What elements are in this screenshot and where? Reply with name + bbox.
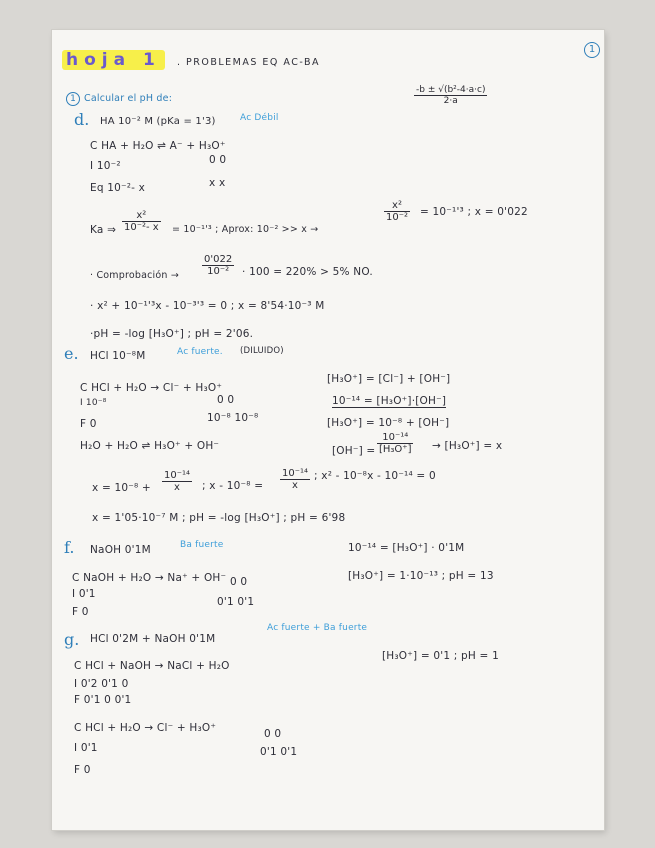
problem-statement: Calcular el pH de: [84,93,173,104]
part-g-r2-row-i-values: 0 0 [264,728,282,740]
ka-label: Ka ⇒ [90,224,117,236]
part-g-tag: Ac fuerte + Ba fuerte [267,623,368,633]
part-f-calc-1: 10⁻¹⁴ = [H₃O⁺] · 0'1M [348,542,465,554]
part-f-row-i: I 0'1 [72,588,96,600]
part-e-letter: e. [64,344,79,363]
part-g-header: HCl 0'2M + NaOH 0'1M [90,633,216,645]
page-subtitle: . PROBLEMAS EQ AC-BA [177,57,320,68]
charge-balance: [H₃O⁺] = [Cl⁻] + [OH⁻] [327,373,451,385]
part-d-row-eq: Eq 10⁻²- x [90,182,146,194]
part-d-ph: ·pH = -log [H₃O⁺] ; pH = 2'06. [90,328,254,340]
ka-approx-result: = 10⁻¹'³ ; x = 0'022 [420,206,528,218]
part-f-calc-2: [H₃O⁺] = 1·10⁻¹³ ; pH = 13 [348,570,494,582]
part-d-reaction: C HA + H₂O ⇌ A⁻ + H₃O⁺ [90,140,226,152]
part-d-letter: d. [74,110,90,129]
part-e-header: HCl 10⁻⁸M [90,350,146,362]
part-f-reaction: C NaOH + H₂O → Na⁺ + OH⁻ [72,572,227,584]
part-d-tag: Ac Débil [240,113,279,123]
part-e-equation-mid: ; x - 10⁻⁸ = [202,480,264,492]
part-g-r1-row-i: I 0'2 0'1 0 [74,678,129,690]
check-label: · Comprobación → [90,270,180,281]
part-e-fraction-2: $\frac{\text{10⁻¹⁴}}{x}$ [282,468,309,491]
part-e-quadratic: ; x² - 10⁻⁸x - 10⁻¹⁴ = 0 [314,470,436,482]
hydroxide-substitution: → [H₃O⁺] = x [432,440,503,452]
part-g-letter: g. [64,630,80,649]
part-g-r1-row-f: F 0'1 0 0'1 [74,694,132,706]
check-fraction: $\frac{0'022}{\text{10⁻²}}$ [204,254,233,277]
part-d-header: HA 10⁻² M (pKa = 1'3) [100,116,216,127]
part-e-row-f-values: 10⁻⁸ 10⁻⁸ [207,412,259,424]
hydronium-balance: [H₃O⁺] = 10⁻⁸ + [OH⁻] [327,417,450,429]
page-number-circle: 1 [584,42,600,58]
part-g-r2-row-f-values: 0'1 0'1 [260,746,298,758]
part-f-row-f: F 0 [72,606,89,618]
part-d-row-eq-values: x x [209,177,226,189]
part-e-tag-diluted: (DILUIDO) [240,346,284,356]
problem-number-circle: 1 [66,92,80,106]
part-e-reaction: C HCl + H₂O → Cl⁻ + H₃O⁺ [80,382,223,394]
part-g-r2-row-i: I 0'1 [74,742,98,754]
part-f-header: NaOH 0'1M [90,544,151,556]
part-f-letter: f. [64,538,75,557]
part-e-row-f: F 0 [80,418,97,430]
quadratic-formula: $\frac{\text{-b ± √(b²-4·a·c)}}{2\cdot a}$ [416,85,486,106]
page-title: hoja 1 [62,50,165,70]
part-e-row-i-values: 0 0 [217,394,235,406]
hydroxide-fraction: $\frac{\text{10⁻¹⁴}}{\text{[H₃O⁺]}}$ [379,432,412,455]
part-f-row-i-values: 0 0 [230,576,248,588]
water-product: 10⁻¹⁴ = [H₃O⁺]·[OH⁻] [332,395,447,407]
water-autoionization: H₂O + H₂O ⇌ H₃O⁺ + OH⁻ [80,440,220,452]
part-e-fraction-1: $\frac{\text{10⁻¹⁴}}{x}$ [164,470,191,493]
notebook-page [52,30,604,830]
ka-approx-fraction: $\frac{\text{x²}}{\text{10⁻²}}$ [386,200,409,223]
part-e-row-i: I 10⁻⁸ [80,398,107,408]
ka-approximation: = 10⁻¹'³ ; Aprox: 10⁻² >> x → [172,224,319,235]
part-g-reaction-1: C HCl + NaOH → NaCl + H₂O [74,660,230,672]
part-e-result: x = 1'05·10⁻⁷ M ; pH = -log [H₃O⁺] ; pH = 6'98 [92,512,346,524]
part-e-equation-lhs: x = 10⁻⁸ + [92,482,151,494]
hydroxide-label: [OH⁻] = [332,445,376,457]
part-e-tag: Ac fuerte. [177,347,223,357]
part-g-r2-row-f: F 0 [74,764,91,776]
part-d-row-i-values: 0 0 [209,154,227,166]
check-result: · 100 = 220% > 5% NO. [242,266,373,278]
part-g-calc: [H₃O⁺] = 0'1 ; pH = 1 [382,650,499,662]
part-f-row-f-values: 0'1 0'1 [217,596,255,608]
part-f-tag: Ba fuerte [180,540,224,550]
part-d-row-i: I 10⁻² [90,160,121,172]
quadratic-solution: · x² + 10⁻¹'³x - 10⁻³'³ = 0 ; x = 8'54·10⁻³ M [90,300,325,312]
ka-fraction: $\frac{\text{x²}}{\text{10⁻²- x}}$ [124,210,159,233]
part-g-reaction-2: C HCl + H₂O → Cl⁻ + H₃O⁺ [74,722,217,734]
